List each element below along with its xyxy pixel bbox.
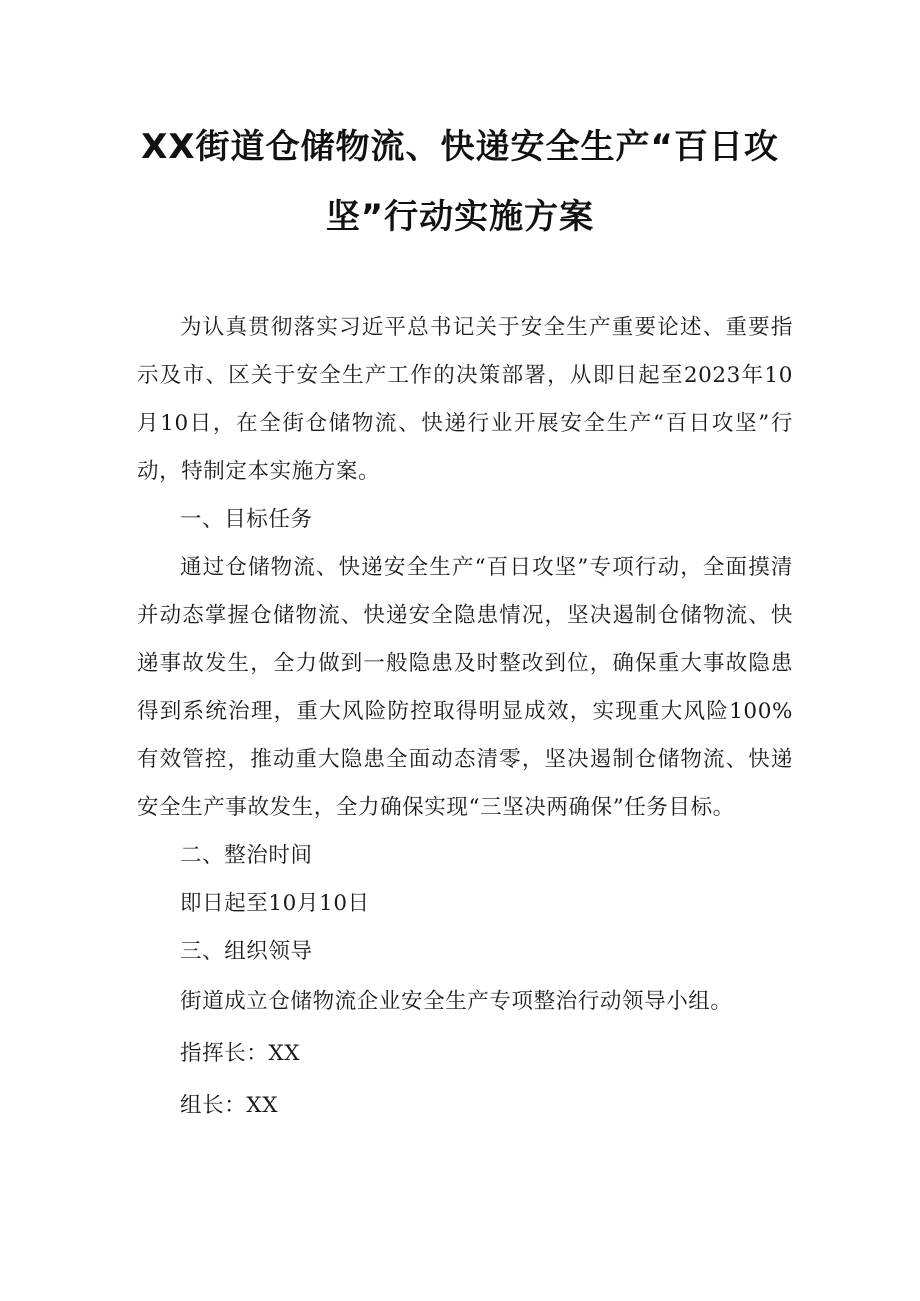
intro-paragraph: 为认真贯彻落实习近平总书记关于安全生产重要论述、重要指示及市、区关于安全生产工作的决策部署，从即日起至2023年10月10日，在全街仓储物流、快递行业开展安全生产“百日攻坚”行动，特制定本实施方案。: [137, 315, 793, 484]
section-content-leadership: 街道成立仓储物流企业安全生产专项整治行动领导小组。: [180, 989, 733, 1014]
leader-commander: 指挥长：XX: [180, 1041, 301, 1066]
section-content-schedule: 即日起至10月10日: [180, 891, 370, 916]
section-heading-schedule: 二、整治时间: [180, 843, 313, 868]
leader-group-head: 组长：XX: [180, 1093, 279, 1118]
section-heading-goals: 一、目标任务: [180, 507, 313, 532]
document-title-line-1: XX街道仓储物流、快递安全生产“百日攻: [141, 127, 779, 167]
document-body: [137, 304, 793, 1132]
section-content-goals: 通过仓储物流、快递安全生产“百日攻坚”专项行动，全面摸清并动态掌握仓储物流、快递安全隐患情况，坚决遏制仓储物流、快递事故发生，全力做到一般隐患及时整改到位，确保重大事故隐患得到系统治理，重大风险防控取得明显成效，实现重大风险100%有效管控，推动重大隐患全面动态清零，坚决遏制仓储物流、快递安全生产事故发生，全力确保实现“三坚决两确保”任务目标。: [137, 555, 793, 820]
document-title-line-2: 坚”行动实施方案: [325, 197, 595, 237]
section-heading-leadership: 三、组织领导: [180, 939, 313, 964]
